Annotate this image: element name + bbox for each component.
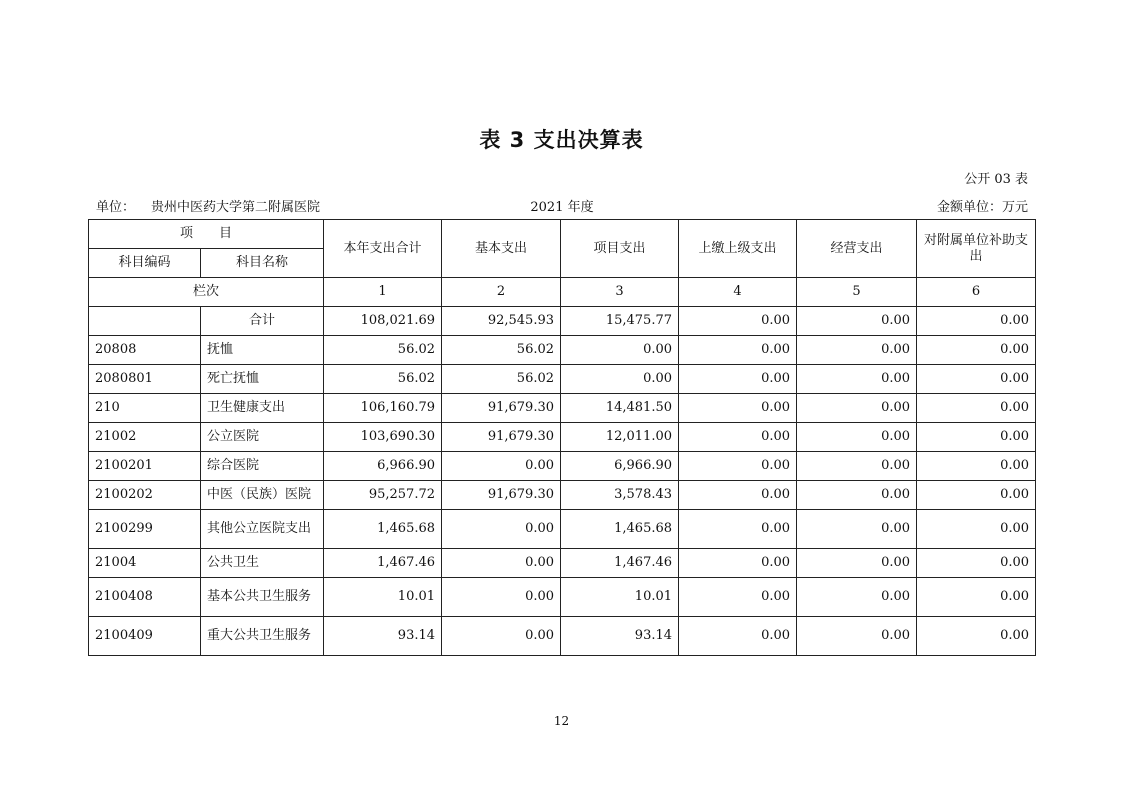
row-label: 栏次 [89, 278, 324, 307]
cell-value: 0.00 [679, 336, 797, 365]
total-label: 合计 [201, 307, 324, 336]
cell-value: 95,257.72 [324, 481, 442, 510]
cell-value: 103,690.30 [324, 423, 442, 452]
table-row [89, 549, 1036, 578]
cell-value: 0.00 [442, 549, 561, 578]
table-title: 表 3 支出决算表 [479, 128, 644, 152]
cell-value: 0.00 [679, 365, 797, 394]
subject-code: 2100202 [89, 481, 201, 510]
cell-value: 0.00 [797, 510, 917, 549]
cell-value: 14,481.50 [561, 394, 679, 423]
cell-value: 0.00 [679, 423, 797, 452]
cell-value: 56.02 [442, 336, 561, 365]
total-value: 0.00 [679, 307, 797, 336]
cell-value: 0.00 [917, 365, 1036, 394]
cell-value: 0.00 [561, 365, 679, 394]
subject-name: 重大公共卫生服务 [201, 617, 324, 656]
cell-value: 0.00 [679, 617, 797, 656]
subject-name: 其他公立医院支出 [201, 510, 324, 549]
cell-value: 0.00 [917, 452, 1036, 481]
cell-value: 6,966.90 [561, 452, 679, 481]
unit-label: 单位： [96, 200, 136, 215]
cell-value: 1,467.46 [324, 549, 442, 578]
page-number: 12 [553, 714, 570, 728]
table-row [89, 481, 1036, 510]
subject-name: 基本公共卫生服务 [201, 578, 324, 617]
cell-value: 0.00 [917, 336, 1036, 365]
cell-value: 0.00 [917, 510, 1036, 549]
col-num: 1 [324, 278, 442, 307]
cell-value: 0.00 [797, 423, 917, 452]
cell-value: 56.02 [442, 365, 561, 394]
table-row [89, 365, 1036, 394]
cell-value: 10.01 [561, 578, 679, 617]
cell-value: 1,467.46 [561, 549, 679, 578]
subject-code: 210 [89, 394, 201, 423]
total-value: 108,021.69 [324, 307, 442, 336]
subject-code: 21004 [89, 549, 201, 578]
cell-value: 0.00 [917, 549, 1036, 578]
cell-value: 0.00 [679, 549, 797, 578]
table-row [89, 578, 1036, 617]
header-item: 项 目 [89, 220, 324, 249]
cell-value: 0.00 [797, 481, 917, 510]
unit-name: 贵州中医药大学第二附属医院 [151, 200, 321, 215]
total-value: 15,475.77 [561, 307, 679, 336]
cell-value: 0.00 [797, 452, 917, 481]
column-number-row [89, 278, 1036, 307]
cell-value: 0.00 [679, 394, 797, 423]
header-code: 科目编码 [89, 249, 201, 278]
cell-value: 0.00 [917, 481, 1036, 510]
table-row [89, 336, 1036, 365]
subject-code: 2080801 [89, 365, 201, 394]
header-col-basic: 基本支出 [442, 220, 561, 278]
cell-value: 10.01 [324, 578, 442, 617]
subject-name: 公立医院 [201, 423, 324, 452]
meta-row [96, 196, 1028, 216]
cell-value: 0.00 [679, 452, 797, 481]
cell-value: 93.14 [561, 617, 679, 656]
cell-value: 56.02 [324, 365, 442, 394]
subject-name: 中医（民族）医院 [201, 481, 324, 510]
cell-value: 0.00 [679, 481, 797, 510]
table-row [89, 617, 1036, 656]
cell-value: 0.00 [797, 336, 917, 365]
col-num: 2 [442, 278, 561, 307]
cell-value: 0.00 [442, 617, 561, 656]
table-row [89, 394, 1036, 423]
cell-value: 0.00 [442, 510, 561, 549]
header-col-subsidy: 对附属单位补助支出 [917, 220, 1036, 278]
subject-name: 抚恤 [201, 336, 324, 365]
cell-value: 91,679.30 [442, 481, 561, 510]
cell-value: 1,465.68 [561, 510, 679, 549]
cell-value: 0.00 [917, 617, 1036, 656]
cell-value: 0.00 [679, 578, 797, 617]
fiscal-year: 2021 年度 [530, 200, 594, 215]
total-value: 92,545.93 [442, 307, 561, 336]
cell-value: 0.00 [797, 617, 917, 656]
cell-value: 0.00 [561, 336, 679, 365]
col-num: 3 [561, 278, 679, 307]
cell-value: 93.14 [324, 617, 442, 656]
header-col-total: 本年支出合计 [324, 220, 442, 278]
subject-code: 2100408 [89, 578, 201, 617]
total-value: 0.00 [917, 307, 1036, 336]
subject-code: 2100201 [89, 452, 201, 481]
cell-value: 0.00 [917, 578, 1036, 617]
cell-value: 56.02 [324, 336, 442, 365]
cell-value: 0.00 [797, 394, 917, 423]
subject-code: 2100409 [89, 617, 201, 656]
cell-value: 12,011.00 [561, 423, 679, 452]
subject-code: 20808 [89, 336, 201, 365]
amount-unit: 金额单位：万元 [936, 200, 1028, 215]
cell-value: 0.00 [797, 578, 917, 617]
table-row [89, 452, 1036, 481]
cell-value: 91,679.30 [442, 423, 561, 452]
header-row-1 [89, 220, 1036, 249]
header-col-project: 项目支出 [561, 220, 679, 278]
table-row [89, 423, 1036, 452]
subject-name: 卫生健康支出 [201, 394, 324, 423]
form-number: 公开 03 表 [964, 172, 1028, 187]
cell-value: 0.00 [442, 452, 561, 481]
cell-value: 6,966.90 [324, 452, 442, 481]
cell-value: 0.00 [797, 365, 917, 394]
cell-value: 0.00 [797, 549, 917, 578]
subject-code: 21002 [89, 423, 201, 452]
total-value: 0.00 [797, 307, 917, 336]
expenditure-table [88, 219, 1036, 656]
total-code-cell [89, 307, 201, 336]
subject-name: 公共卫生 [201, 549, 324, 578]
cell-value: 0.00 [917, 423, 1036, 452]
cell-value: 91,679.30 [442, 394, 561, 423]
cell-value: 0.00 [679, 510, 797, 549]
header-col-remit: 上缴上级支出 [679, 220, 797, 278]
cell-value: 0.00 [442, 578, 561, 617]
col-num: 5 [797, 278, 917, 307]
cell-value: 3,578.43 [561, 481, 679, 510]
header-name: 科目名称 [201, 249, 324, 278]
col-num: 6 [917, 278, 1036, 307]
subject-code: 2100299 [89, 510, 201, 549]
total-row [89, 307, 1036, 336]
subject-name: 综合医院 [201, 452, 324, 481]
table-row [89, 510, 1036, 549]
cell-value: 106,160.79 [324, 394, 442, 423]
cell-value: 1,465.68 [324, 510, 442, 549]
header-col-operating: 经营支出 [797, 220, 917, 278]
col-num: 4 [679, 278, 797, 307]
cell-value: 0.00 [917, 394, 1036, 423]
subject-name: 死亡抚恤 [201, 365, 324, 394]
